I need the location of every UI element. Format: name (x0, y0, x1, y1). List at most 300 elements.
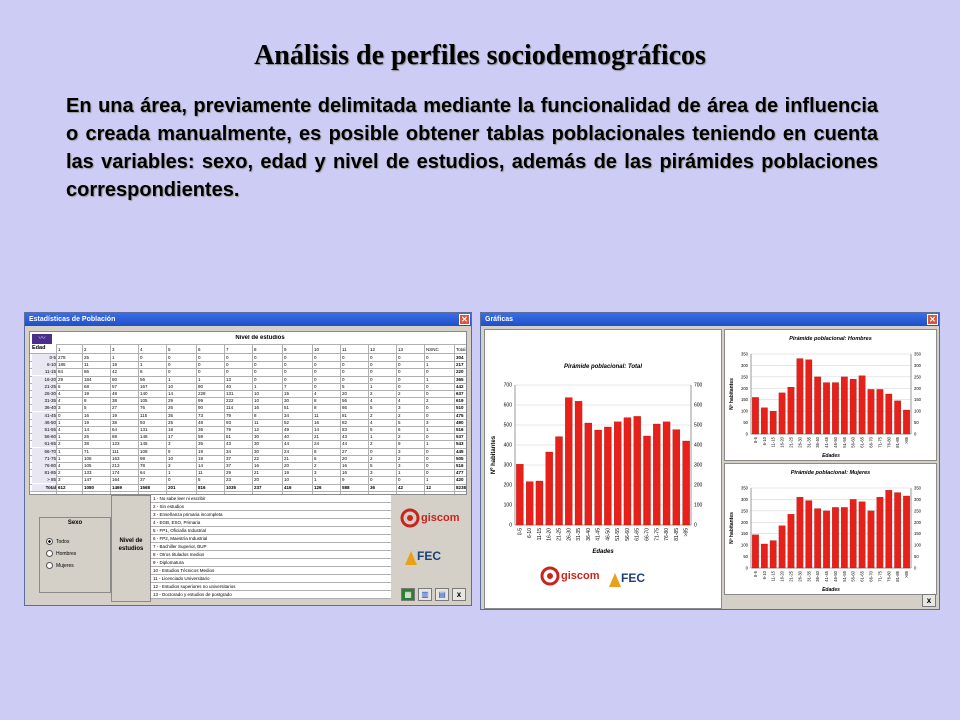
bar (894, 401, 900, 434)
y2-tick-label: 200 (914, 385, 921, 391)
y-tick-label: 50 (743, 554, 748, 560)
table-cell: 3 (168, 441, 171, 447)
y-tick-label: 700 (503, 382, 512, 389)
radio-label: Mujeres (56, 562, 74, 569)
table-cell: 0 (426, 434, 429, 440)
table-cell: 0 (284, 355, 287, 360)
table-cell: 105 (140, 398, 148, 404)
table-cell: 0 (314, 369, 317, 375)
table-cell: 8 (314, 448, 317, 454)
bar (546, 452, 553, 525)
x-tick-label: 51-55 (841, 571, 847, 582)
bar (761, 408, 767, 434)
y-tick-label: 150 (741, 397, 748, 403)
x-tick-label: 41-45 (824, 571, 830, 582)
table-cell: 11 (314, 412, 319, 418)
table-cell: 80 (198, 383, 204, 389)
table-cell: 0 (254, 355, 257, 360)
table-cell: 114 (226, 405, 234, 411)
table-cell: 30 (254, 441, 260, 447)
bar (663, 422, 670, 525)
table-cell: 4 (370, 398, 373, 404)
x-tick-label: 36-40 (585, 528, 592, 541)
table-cell: 4 (58, 391, 61, 396)
table-cell: 0 (426, 391, 429, 396)
table-cell: 19 (84, 419, 90, 425)
stats-exit-button[interactable]: x (452, 588, 466, 601)
table-cell: 15 (284, 391, 290, 396)
table-cell: 0 (58, 412, 61, 418)
table-cell: 0 (254, 376, 257, 382)
gis-logo-text: giscom (421, 512, 460, 524)
table-cell: 619 (456, 398, 464, 404)
bar (585, 423, 592, 525)
table-cell: 25 (84, 355, 90, 360)
level-item: 3 - Enseñanza primaria incompleta (151, 511, 391, 519)
table-cell: 588 (342, 484, 350, 490)
table-cell: 2 (58, 441, 61, 447)
table-cell: 1 (426, 441, 429, 447)
table-cell: 304 (456, 355, 464, 360)
y-tick-label: 50 (743, 420, 748, 426)
table-cell: 12 (426, 484, 432, 490)
table-cell: 2 (398, 434, 401, 440)
chart-button[interactable]: ▥ (418, 588, 432, 601)
x-tick-label: 66-70 (644, 528, 651, 541)
y-tick-label: 300 (741, 496, 748, 502)
table-cell: 133 (84, 470, 92, 476)
bar (841, 507, 847, 568)
table-cell: 1 (398, 470, 401, 476)
table-cell: 0 (426, 455, 429, 461)
chart-mujeres (725, 464, 936, 594)
table-line (340, 344, 341, 494)
bar (823, 511, 829, 568)
table-cell: 20 (342, 455, 348, 461)
table-cell: 14 (314, 427, 320, 432)
table-cell: 2 (370, 455, 373, 461)
bar (806, 360, 812, 434)
gis-logo (399, 507, 465, 531)
table-cell: 25 (168, 419, 174, 425)
y2-tick-label: 350 (914, 351, 921, 357)
x-tick-label: 61-65 (859, 437, 865, 448)
bar (814, 509, 820, 568)
table-line (166, 344, 167, 494)
y2-tick-label: 300 (914, 362, 921, 368)
x-tick-label: 51-55 (841, 437, 847, 448)
y-axis-label: Nº habitantes (729, 378, 735, 410)
table-cell: 3 (58, 405, 61, 411)
row-age-label: 31-35 (32, 397, 56, 404)
stats-window (24, 312, 472, 606)
table-cell: 68 (84, 383, 90, 389)
x-tick-label: 71-75 (877, 437, 883, 448)
table-cell: 8 (314, 398, 317, 404)
table-cell: 30 (254, 434, 260, 440)
table-cell: 24 (284, 448, 290, 454)
sexo-option-hombres[interactable] (46, 550, 76, 558)
bar (877, 497, 883, 568)
table-cell: 0 (426, 369, 429, 375)
table-line (396, 344, 397, 494)
table-cell: 34 (226, 448, 232, 454)
level-item: 4 - EGB, ESO, Primaria (151, 519, 391, 527)
table-cell: 64 (112, 427, 118, 432)
x-tick-label: 46-50 (832, 437, 838, 448)
table-cell: 1 (112, 355, 115, 360)
y-tick-label: 250 (741, 508, 748, 514)
charts-fec-logo (609, 563, 663, 593)
table-cell: 82 (342, 419, 348, 425)
intro-paragraph: En una área, previamente delimitada mediante la funcionalidad de área de influencia o creada manualmente, es posible obtener tablas poblacionales teniendo en cuenta las variables: sexo, edad y nivel de estudios, además de las pirámides poblaciones correspondientes. (66, 95, 878, 201)
table-cell: 0 (140, 355, 143, 360)
table-cell: 5 (398, 419, 401, 425)
y-tick-label: 200 (741, 519, 748, 525)
table-cell: 81 (342, 412, 348, 418)
table-line (138, 344, 139, 494)
table-cell: 4 (370, 419, 373, 425)
chart-title: Pirámide poblacional: Total (563, 364, 643, 370)
table-cell: 0 (168, 369, 171, 375)
table-cell: 516 (456, 427, 464, 432)
table-cell: 9 (168, 448, 171, 454)
table-col-header: 10 (314, 347, 320, 352)
y-tick-label: 0 (745, 565, 748, 571)
x-tick-label: 0-5 (752, 571, 758, 578)
charts-window-titlebar[interactable] (481, 313, 939, 326)
row-age-label: 56-60 (32, 433, 56, 440)
table-line (424, 344, 425, 494)
table-line (252, 344, 253, 494)
charts-gis-logo-text: giscom (561, 570, 600, 582)
table-chart-icon[interactable]: 〰 (32, 334, 52, 344)
bar (788, 387, 794, 434)
table-cell: 37 (226, 455, 232, 461)
population-table (29, 331, 467, 495)
table-cell: 167 (140, 383, 148, 389)
chart-title: Pirámide poblacional: Hombres (789, 336, 872, 342)
y2-tick-label: 250 (914, 508, 921, 514)
x-tick-label: 81-85 (895, 571, 901, 582)
table-cell: 0 (168, 355, 171, 360)
table-cell: 1 (58, 419, 61, 425)
x-tick-label: 16-20 (779, 571, 785, 582)
x-tick-label: 11-15 (536, 528, 543, 541)
table-cell: 220 (456, 369, 464, 375)
y-tick-label: 500 (503, 422, 512, 429)
table-cell: 148 (140, 434, 148, 440)
row-age-label: 51-55 (32, 426, 56, 433)
table-cell: 174 (112, 470, 120, 476)
x-tick-label: 26-30 (797, 437, 803, 448)
table-cell: 9 (342, 477, 345, 483)
table-cell: 19 (198, 448, 204, 454)
table-cell: 64 (140, 470, 146, 476)
x-tick-label: 21-25 (556, 528, 563, 541)
y-tick-label: 350 (741, 351, 748, 357)
level-item: 1 - No sabe leer ni escribir (151, 495, 391, 503)
stats-window-titlebar[interactable] (25, 313, 471, 326)
y2-tick-label: 400 (694, 442, 703, 449)
bar (614, 422, 621, 525)
table-cell: 1035 (226, 484, 237, 490)
bar (653, 424, 660, 525)
table-cell: 0 (226, 362, 229, 368)
y-tick-label: 350 (741, 485, 748, 491)
table-cell: 36 (198, 427, 204, 432)
stats-close-button[interactable]: ✕ (459, 314, 470, 325)
nivel-label-box (111, 495, 151, 602)
table-cell: 420 (456, 477, 464, 483)
table-cell: 16 (254, 405, 260, 411)
table-cell: 6 (58, 383, 61, 389)
table-cell: 52 (284, 419, 290, 425)
table-cell: 5 (342, 383, 345, 389)
table-cell: 2 (426, 398, 429, 404)
radio-icon[interactable] (46, 550, 53, 557)
table-col-header: 2 (84, 347, 87, 352)
y2-tick-label: 600 (694, 402, 703, 409)
slide-title: Análisis de perfiles sociodemográficos (254, 40, 706, 71)
bar (832, 383, 838, 434)
table-cell: 1 (58, 448, 61, 454)
table-cell: 21 (314, 434, 320, 440)
y2-tick-label: 50 (914, 554, 919, 560)
table-cell: 3 (426, 419, 429, 425)
bar (886, 490, 892, 568)
table-cell: 0 (198, 355, 201, 360)
radio-icon[interactable] (46, 562, 53, 569)
x-tick-label: 31-35 (576, 528, 583, 541)
x-tick-label: 51-55 (615, 528, 622, 541)
table-cell: 8 (84, 398, 87, 404)
bar (797, 497, 803, 568)
table-cell: 20 (342, 391, 348, 396)
y2-tick-label: 200 (914, 519, 921, 525)
table-cell: 8238 (456, 484, 467, 490)
table-cell: 5 (198, 477, 201, 483)
table-cell: 84 (58, 369, 64, 375)
table-cell: 18 (198, 455, 204, 461)
table-cell: 29 (226, 470, 232, 476)
x-tick-label: 6-10 (527, 528, 534, 539)
fec-logo-text: FEC (417, 549, 441, 563)
y2-tick-label: 0 (914, 431, 917, 437)
table-line (312, 344, 313, 494)
table-cell: 3 (398, 448, 401, 454)
table-cell: 5 (84, 405, 87, 411)
table-col-header: 7 (226, 347, 229, 352)
table-cell: 0 (168, 477, 171, 483)
table-cell: 26 (168, 405, 174, 411)
table-cell: 1 (58, 455, 61, 461)
table-cell: 76 (140, 405, 146, 411)
y-tick-label: 300 (503, 462, 512, 469)
table-cell: 1 (426, 376, 429, 382)
y2-tick-label: 350 (914, 485, 921, 491)
table-cell: 1 (140, 362, 143, 368)
table-cell: 184 (84, 376, 92, 382)
table-line (196, 344, 197, 494)
x-tick-label: 81-85 (895, 437, 901, 448)
table-col-header: 8 (254, 347, 257, 352)
table-col-header: 12 (370, 347, 376, 352)
bar (575, 401, 582, 525)
stats-window-title: Estadísticas de Población (29, 316, 116, 323)
table-cell: 0 (370, 376, 373, 382)
table-cell: 816 (198, 484, 206, 490)
table-cell: 0 (398, 376, 401, 382)
table-cell: 5 (370, 463, 373, 468)
table-cell: 86 (342, 405, 348, 411)
table-cell: 6 (398, 427, 401, 432)
table-cell: 4 (58, 398, 61, 404)
table-cell: 0 (370, 369, 373, 375)
x-tick-label: 6-10 (761, 571, 767, 580)
charts-close-button[interactable]: ✕ (927, 314, 938, 325)
bar (859, 502, 865, 568)
bar (886, 394, 892, 434)
excel-export-button[interactable]: ▦ (401, 588, 415, 601)
row-age-label: 26-30 (32, 390, 56, 397)
table-line (282, 344, 283, 494)
sexo-option-todos[interactable] (46, 538, 69, 546)
table-cell: 0 (314, 362, 317, 368)
table-cell: 0 (342, 376, 345, 382)
table-cell: 21 (284, 455, 290, 461)
table-cell: 11 (198, 470, 203, 476)
row-age-label: 16-20 (32, 376, 56, 383)
table-cell: 0 (398, 362, 401, 368)
charts-exit-button[interactable]: x (922, 594, 936, 607)
bar (859, 376, 865, 434)
table-line (56, 344, 57, 494)
table-cell: 115 (140, 412, 148, 418)
level-item: 13 - Doctorado y estudios de postgrado (151, 591, 391, 599)
table-cell: 477 (456, 470, 464, 476)
y2-tick-label: 300 (694, 462, 703, 469)
bar (604, 427, 611, 525)
bar (683, 441, 690, 525)
level-item: 2 - Sin estudios (151, 503, 391, 511)
table-cell: 0 (398, 383, 401, 389)
table-col-header: 1 (58, 347, 61, 352)
y2-tick-label: 100 (914, 408, 921, 414)
table-cell: 543 (456, 441, 464, 447)
y-tick-label: 100 (741, 542, 748, 548)
x-tick-label: 36-40 (815, 571, 821, 582)
table-cell: 99 (198, 398, 204, 404)
table-cell: 505 (456, 455, 464, 461)
x-tick-label: 61-65 (859, 571, 865, 582)
bar (770, 541, 776, 568)
table-cell: 19 (84, 391, 90, 396)
table-cell: 365 (456, 376, 464, 382)
table-cell: 93 (226, 419, 232, 425)
table-cell: 537 (456, 434, 464, 440)
y-tick-label: 0 (509, 522, 512, 529)
table-cell: 0 (314, 355, 317, 360)
table-cell: 35 (198, 441, 204, 447)
x-tick-label: 16-20 (546, 528, 553, 541)
bar (595, 430, 602, 525)
table-cell: 98 (140, 455, 146, 461)
table-cell: 48 (198, 419, 204, 425)
table-cell: 16 (342, 463, 348, 468)
table-cell: 71 (84, 448, 90, 454)
table-cell: 612 (58, 484, 66, 490)
bar (823, 383, 829, 434)
table-cell: 0 (314, 376, 317, 382)
table-cell: 3 (370, 470, 373, 476)
table-cell: 108 (140, 448, 148, 454)
y2-tick-label: 250 (914, 374, 921, 380)
row-age-label: 0-5 (32, 354, 56, 361)
table-cell: 79 (226, 412, 232, 418)
table-cell: 0 (284, 362, 287, 368)
sexo-option-mujeres[interactable] (46, 562, 74, 570)
table-cell: 516 (456, 463, 464, 468)
table-cell: 123 (112, 441, 120, 447)
table-cell: 3 (168, 463, 171, 468)
table-cell: 6 (314, 455, 317, 461)
nivel-label-line1: Nivel de (119, 538, 143, 544)
x-tick-label: 0-5 (752, 437, 758, 444)
table-cell: 78 (140, 463, 146, 468)
pyramid-button[interactable]: ▤ (435, 588, 449, 601)
chart-hombres-panel (724, 329, 937, 461)
x-tick-label: 6-10 (761, 437, 767, 446)
table-cell: 13 (226, 376, 232, 382)
x-tick-label: 36-40 (815, 437, 821, 448)
table-cell: 637 (456, 391, 464, 396)
table-cell: 27 (342, 448, 348, 454)
y2-tick-label: 50 (914, 420, 919, 426)
table-cell: 185 (58, 362, 66, 368)
bar (797, 359, 803, 434)
table-cell: 1 (426, 362, 429, 368)
table-cell: 90 (198, 405, 204, 411)
bar (779, 393, 785, 434)
table-cell: 0 (370, 477, 373, 483)
charts-fec-logo-text: FEC (621, 571, 645, 585)
table-cell: 0 (426, 470, 429, 476)
table-cell: 4 (58, 463, 61, 468)
y2-tick-label: 150 (914, 531, 921, 537)
y-tick-label: 300 (741, 362, 748, 368)
table-cell: 14 (84, 427, 90, 432)
table-cell: 61 (226, 434, 232, 440)
row-age-label: 66-70 (32, 448, 56, 455)
table-line (82, 344, 83, 494)
y-tick-label: 200 (741, 385, 748, 391)
table-cell: 10 (254, 398, 260, 404)
table-cell: 43 (342, 434, 348, 440)
x-tick-label: 46-50 (832, 571, 838, 582)
table-cell: 416 (284, 484, 292, 490)
table-cell: 0 (426, 355, 429, 360)
table-col-header: 13 (398, 347, 404, 352)
radio-icon[interactable] (46, 538, 53, 545)
table-cell: 20 (284, 463, 290, 468)
table-col-header: 5 (168, 347, 171, 352)
table-cell: 27 (112, 405, 118, 411)
table-cell: 30 (284, 398, 290, 404)
table-cell: 20 (254, 477, 260, 483)
x-tick-label: >85 (683, 528, 690, 537)
table-cell: 2 (398, 391, 401, 396)
